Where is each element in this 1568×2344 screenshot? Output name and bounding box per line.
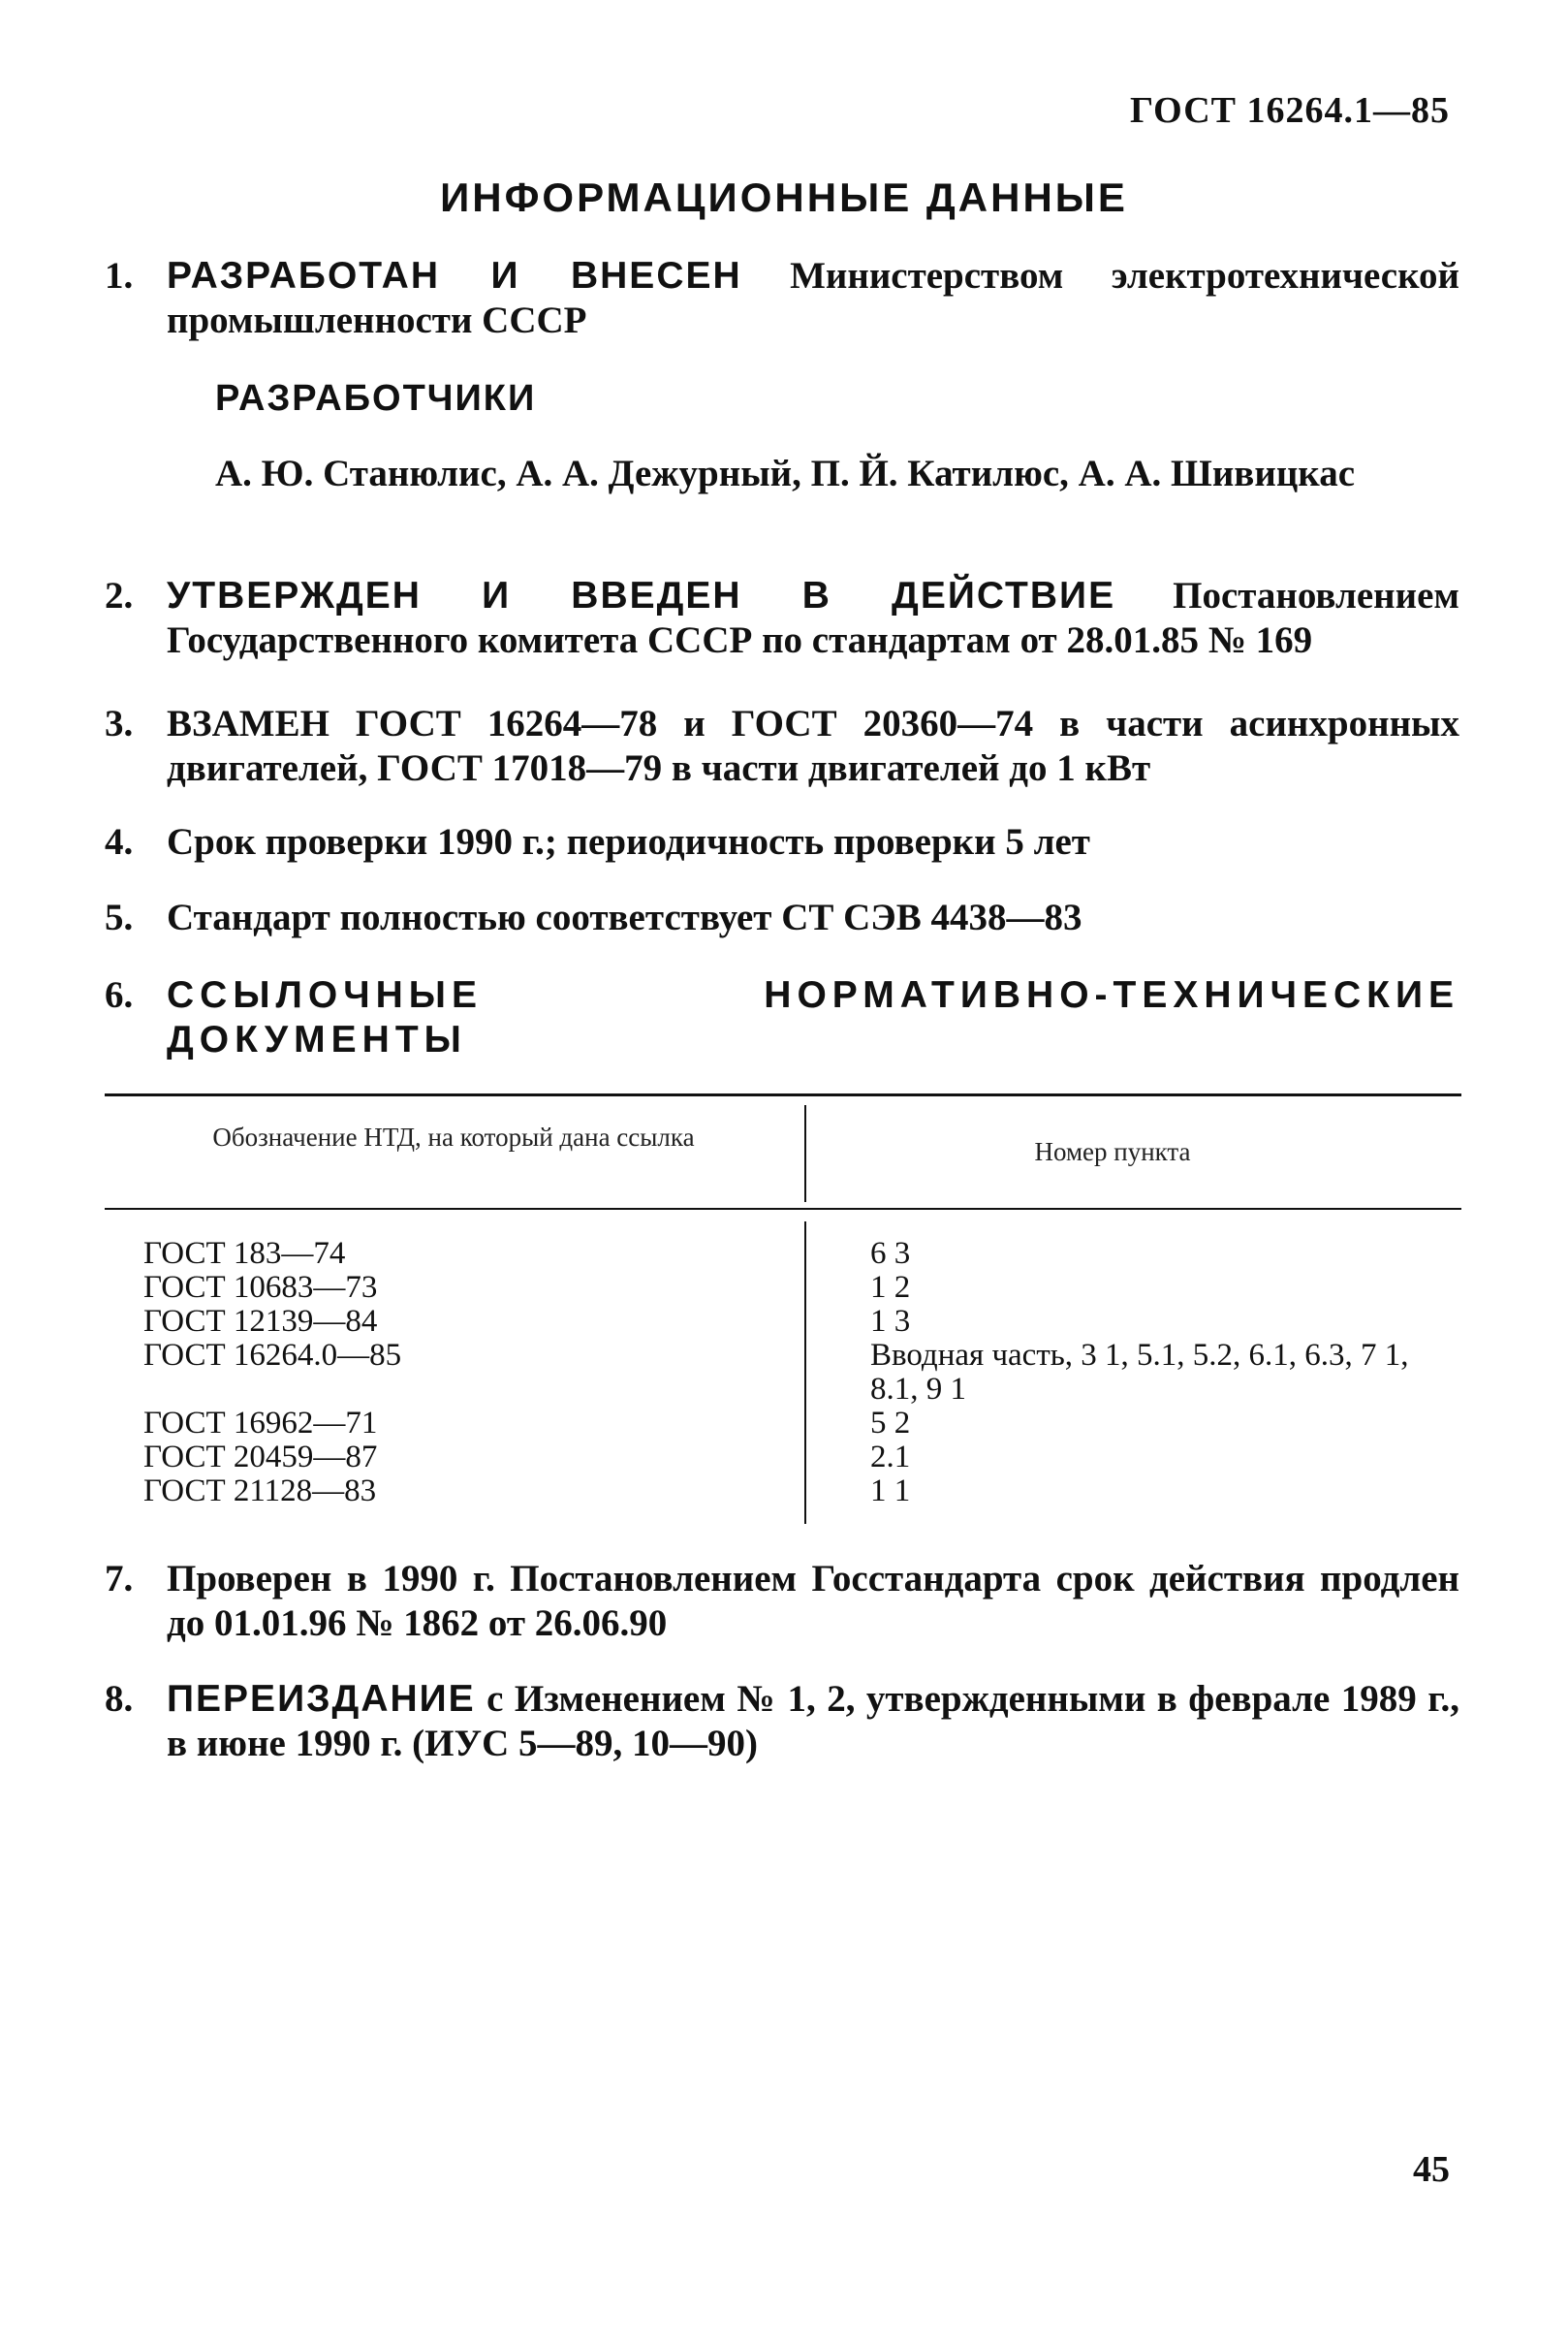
table-cell-clause: Вводная часть, 3 1, 5.1, 5.2, 6.1, 6.3, 7 1, 8.1, 9 1: [870, 1338, 1409, 1407]
item-text: ССЫЛОЧНЫЕ НОРМАТИВНО-ТЕХНИЧЕСКИЕ ДОКУМЕНТЫ: [167, 974, 1459, 1061]
table-cell-clause: 1 2: [870, 1270, 911, 1305]
page-title: ИНФОРМАЦИОННЫЕ ДАННЫЕ: [440, 174, 1128, 220]
developers-names: А. Ю. Станюлис, А. А. Дежурный, П. Й. Катилюс, А. А. Шивицкас: [215, 453, 1355, 494]
table-clause-column: [870, 1237, 1461, 1508]
table-cell-clause: 6 3: [870, 1236, 911, 1271]
info-item-3: [105, 702, 1459, 791]
table-cell-document: ГОСТ 16264.0—85: [143, 1338, 402, 1373]
item-number: 2.: [105, 575, 134, 617]
developers-heading: РАЗРАБОТЧИКИ: [215, 378, 537, 419]
table-cell-document: ГОСТ 183—74: [143, 1236, 346, 1271]
item-text: с Изменением № 1, 2, утвержденными в феврале 1989 г., в июне 1990 г. (ИУС 5—89, 10—90): [167, 1678, 1460, 1764]
item-number: 8.: [105, 1678, 134, 1720]
item-number: 3.: [105, 703, 134, 744]
info-item-1: [105, 254, 1459, 343]
item-number: 1.: [105, 255, 134, 297]
table-cell-clause: 1 3: [870, 1304, 911, 1339]
info-item-7: [105, 1557, 1459, 1646]
item-lead: УТВЕРЖДЕН И ВВЕДЕН В ДЕЙСТВИЕ: [167, 575, 1116, 617]
table-cell-document: ГОСТ 16962—71: [143, 1406, 378, 1441]
table-cell-clause: 2.1: [870, 1440, 911, 1474]
table-cell-document: ГОСТ 12139—84: [143, 1304, 378, 1339]
item-lead: РАЗРАБОТАН И ВНЕСЕН: [167, 255, 742, 297]
table-cell-clause: 1 1: [870, 1473, 911, 1508]
table-cell-clause: 5 2: [870, 1406, 911, 1441]
info-item-6: [105, 973, 1459, 1062]
table-cell-document: ГОСТ 10683—73: [143, 1270, 378, 1305]
table-top-rule: [105, 1093, 1461, 1096]
info-item-2: [105, 574, 1459, 663]
item-text: Стандарт полностью соответствует СТ СЭВ 4438—83: [167, 897, 1082, 938]
item-number: 6.: [105, 974, 134, 1016]
table-header-clause: Номер пункта: [1034, 1137, 1191, 1166]
table-column-divider: [804, 1105, 806, 1202]
table-cell-document: ГОСТ 21128—83: [143, 1473, 377, 1508]
info-item-5: [105, 896, 1459, 940]
table-column-divider: [804, 1221, 806, 1524]
item-text: Срок проверки 1990 г.; периодичность проверки 5 лет: [167, 821, 1090, 863]
table-header-rule: [105, 1208, 1461, 1210]
table-cell-document: ГОСТ 20459—87: [143, 1440, 378, 1474]
item-text: Постановлением Государственного комитета СССР по стандартам от 28.01.85 № 169: [167, 575, 1459, 661]
item-number: 7.: [105, 1558, 134, 1600]
item-number: 4.: [105, 821, 134, 863]
page-number: 45: [1413, 2149, 1450, 2190]
item-text: Министерством электротехнической промышленности СССР: [167, 255, 1459, 341]
item-number: 5.: [105, 897, 134, 938]
table-header-document: Обозначение НТД, на который дана ссылка: [212, 1123, 695, 1152]
table-document-column: [143, 1237, 725, 1508]
item-lead: ПЕРЕИЗДАНИЕ: [167, 1678, 476, 1720]
reference-documents-table: [105, 1093, 1461, 1530]
info-item-8: [105, 1677, 1459, 1766]
item-text: Проверен в 1990 г. Постановлением Госстандарта срок действия продлен до 01.01.96 № 1862 от 26.06.90: [167, 1558, 1459, 1644]
item-text: ВЗАМЕН ГОСТ 16264—78 и ГОСТ 20360—74 в части асинхронных двигателей, ГОСТ 17018—79 в части двигателей до 1 кВт: [167, 703, 1459, 789]
info-item-4: [105, 820, 1459, 865]
document-code-header: ГОСТ 16264.1—85: [1129, 90, 1450, 131]
